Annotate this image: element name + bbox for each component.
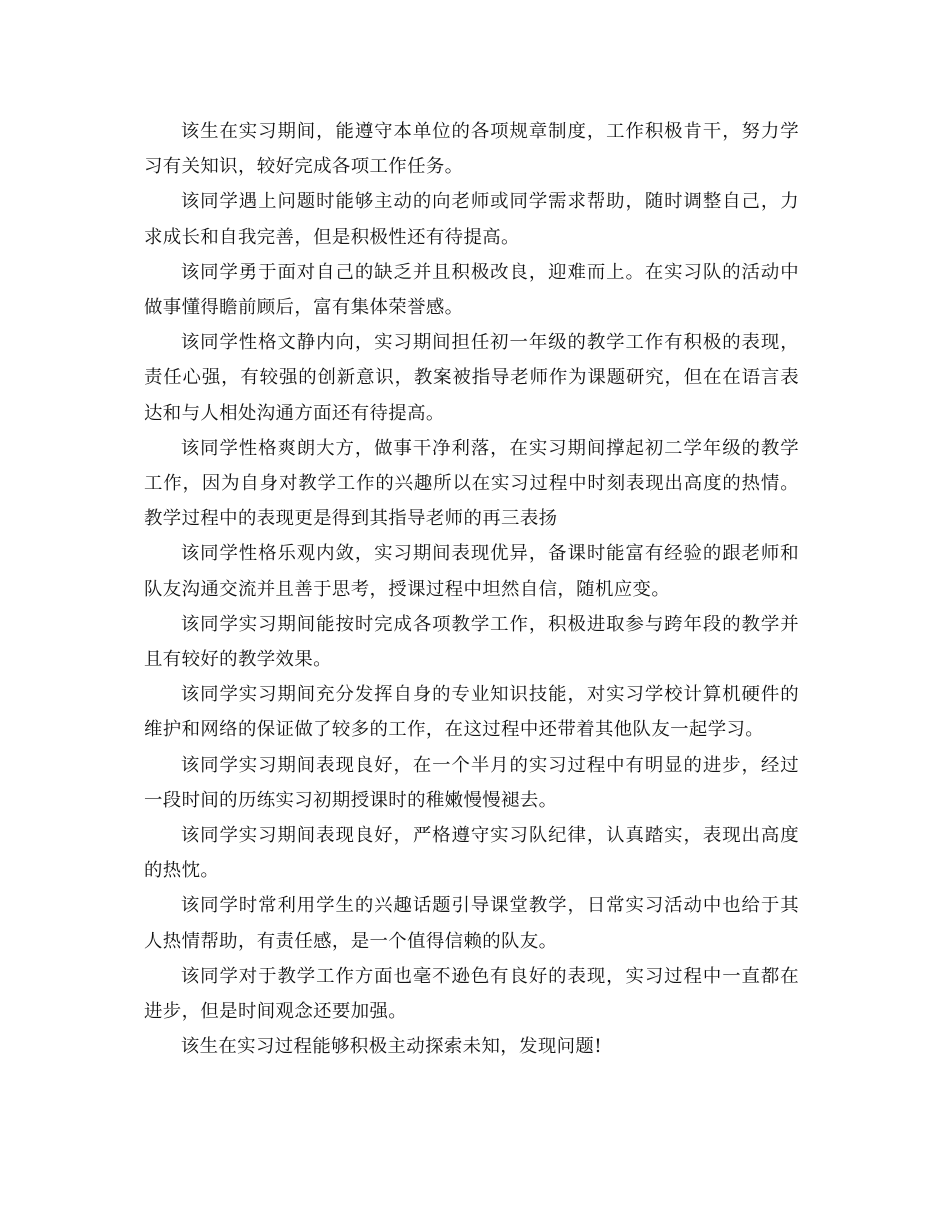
paragraph: 该生在实习期间，能遵守本单位的各项规章制度，工作积极肯干，努力学习有关知识，较好完成各项工作任务。 [144,121,799,178]
paragraph: 该生在实习过程能够积极主动探索未知，发现问题! [180,1036,602,1058]
paragraph: 该同学性格爽朗大方，做事干净利落，在实习期间撑起初二学年级的教学工作，因为自身对教学工作的兴趣所以在实习过程中时刻表现出高度的热情。教学过程中的表现更是得到其指导老师的再三表扬 [144,437,799,530]
paragraph: 该同学实习期间充分发挥自身的专业知识技能，对实习学校计算机硬件的维护和网络的保证做了较多的工作，在这过程中还带着其他队友一起学习。 [144,684,799,741]
paragraph: 该同学实习期间表现良好，在一个半月的实习过程中有明显的进步，经过一段时间的历练实习初期授课时的稚嫩慢慢褪去。 [144,754,799,811]
paragraph: 该同学性格乐观内敛，实习期间表现优异，备课时能富有经验的跟老师和队友沟通交流并且善于思考，授课过程中坦然自信，随机应变。 [144,543,799,600]
paragraph: 该同学时常利用学生的兴趣话题引导课堂教学，日常实习活动中也给于其人热情帮助，有责任感，是一个值得信赖的队友。 [144,895,799,952]
paragraph: 该同学性格文静内向，实习期间担任初一年级的教学工作有积极的表现，责任心强，有较强的创新意识，教案被指导老师作为课题研究，但在在语言表达和与人相处沟通方面还有待提高。 [144,332,799,424]
paragraph: 该同学遇上问题时能够主动的向老师或同学需求帮助，随时调整自己，力求成长和自我完善，但是积极性还有待提高。 [144,191,799,248]
paragraph: 该同学勇于面对自己的缺乏并且积极改良，迎难而上。在实习队的活动中做事懂得瞻前顾后，富有集体荣誉感。 [144,261,799,319]
paragraph: 该同学对于教学工作方面也毫不逊色有良好的表现，实习过程中一直都在进步，但是时间观念还要加强。 [144,965,799,1023]
paragraph: 该同学实习期间能按时完成各项教学工作，积极进取参与跨年段的教学并且有较好的教学效果。 [144,613,799,671]
paragraph: 该同学实习期间表现良好，严格遵守实习队纪律，认真踏实，表现出高度的热忱。 [144,825,799,882]
document-body [144,114,799,1064]
